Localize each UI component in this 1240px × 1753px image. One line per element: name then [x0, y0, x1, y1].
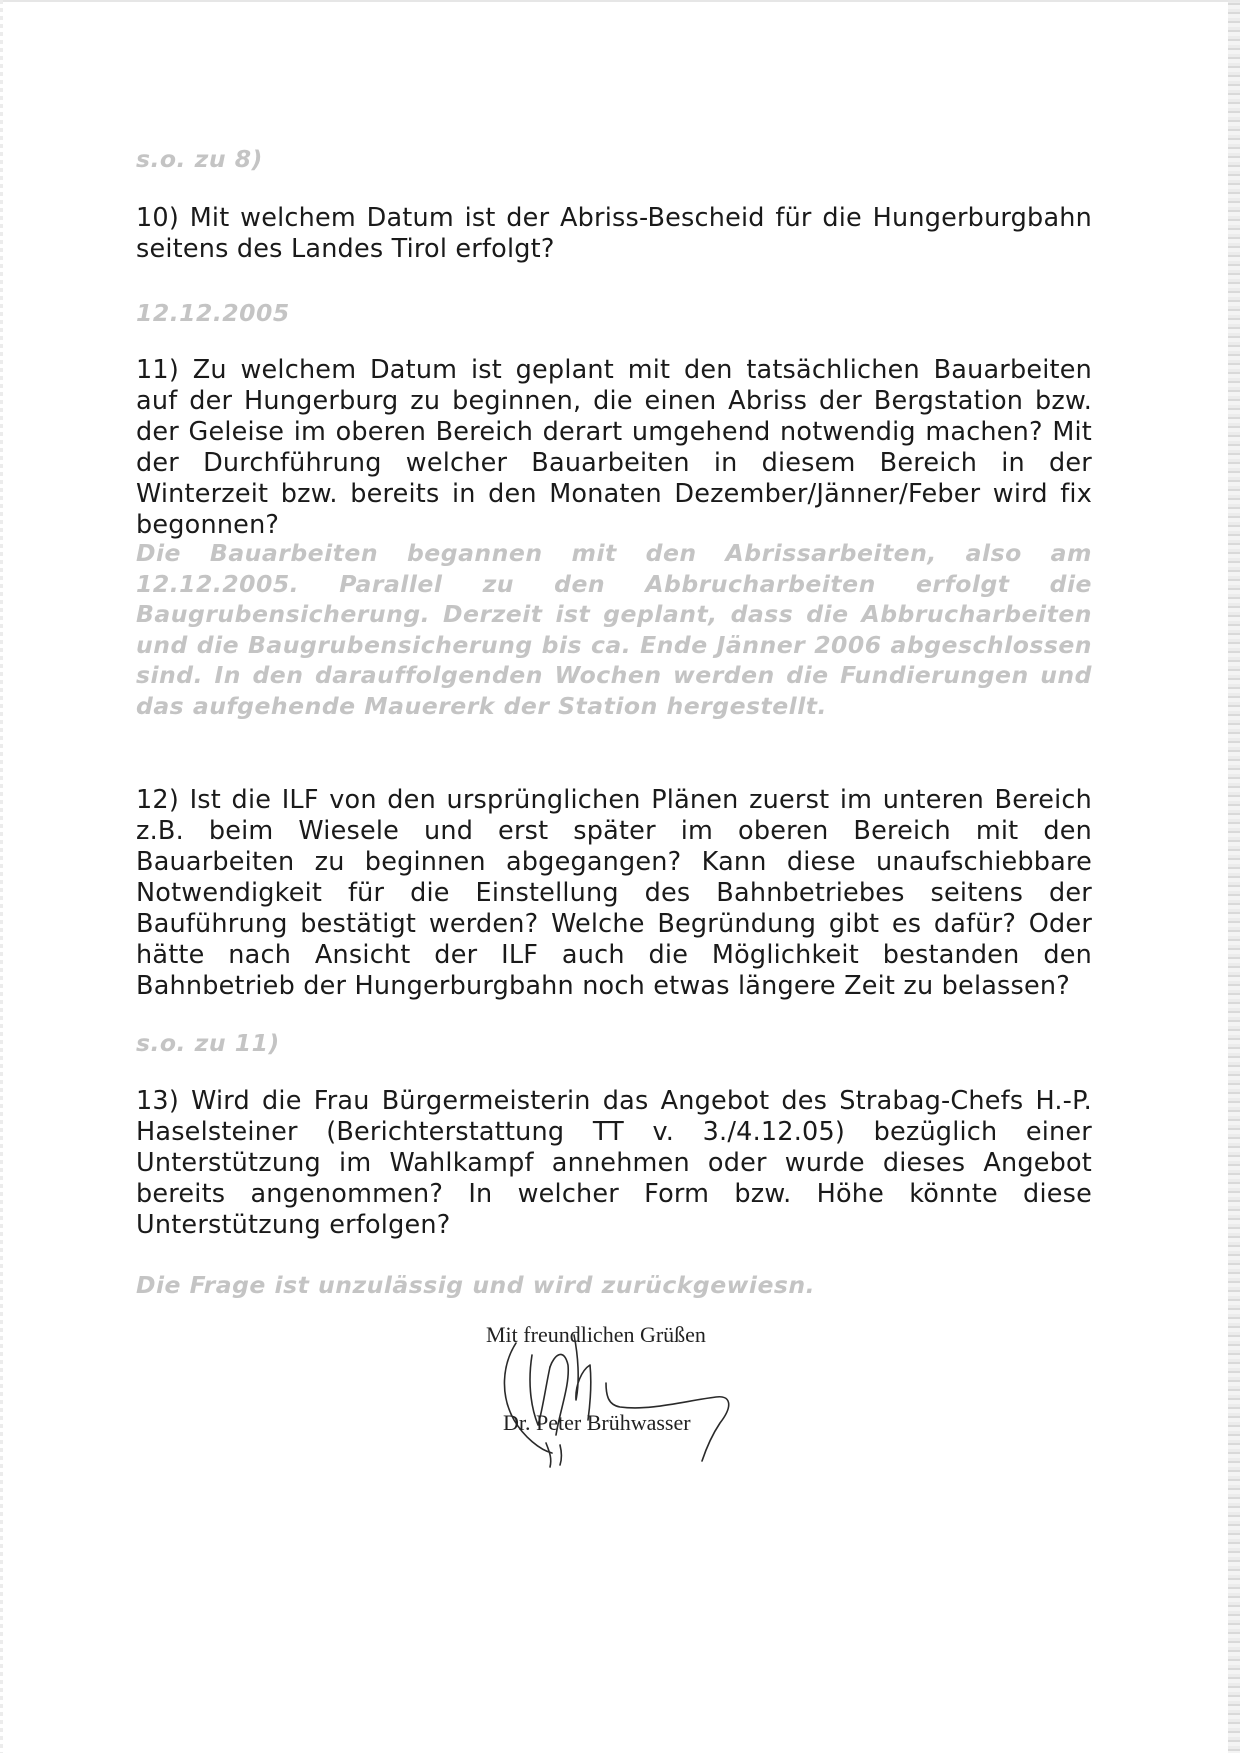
- answer-13: Die Frage ist unzulässig und wird zurückgewiesn.: [136, 1271, 816, 1299]
- signature-stroke-7: [560, 1445, 562, 1465]
- answer-12-reference: s.o. zu 11): [136, 1029, 280, 1057]
- question-11: 11) Zu welchem Datum ist geplant mit den tatsächlichen Bauarbeiten auf der Hungerburg zu beginnen, die einen Abriss der Bergstation bzw. der Geleise im oberen Bereich derart umgehend notwendig machen? Mit der Durchführung welcher Bauarbeiten in diesem Bereich in der Winterzeit bzw. bereits in den Monaten Dezember/Jänner/Feber wird fix begonnen?: [136, 355, 1092, 540]
- signer-name: Dr. Peter Brühwasser: [503, 1410, 691, 1435]
- question-10: 10) Mit welchem Datum ist der Abriss-Bescheid für die Hungerburgbahn seitens des Landes Tirol erfolgt?: [136, 203, 1092, 264]
- question-13: 13) Wird die Frau Bürgermeisterin das Angebot des Strabag-Chefs H.-P. Haselsteiner (Berichterstattung TT v. 3./4.12.05) bezüglich einer Unterstützung im Wahlkampf annehmen oder wurde dieses Angebot bereits angenommen? In welcher Form bzw. Höhe könnte diese Unterstützung erfolgen?: [136, 1086, 1092, 1240]
- signature-stroke-4: [574, 1335, 591, 1420]
- scan-edge-left: [0, 0, 3, 1753]
- answer-10: 12.12.2005: [136, 299, 290, 327]
- signature: [480, 1325, 780, 1475]
- scan-edge-top: [0, 0, 1240, 2]
- answer-8-reference: s.o. zu 8): [136, 145, 263, 173]
- scan-edge-right: [1228, 0, 1240, 1753]
- signature-stroke-1: [504, 1343, 552, 1453]
- signature-stroke-6: [546, 1443, 551, 1467]
- closing-greeting: Mit freundlichen Grüßen: [486, 1322, 706, 1347]
- question-12: 12) Ist die ILF von den ursprünglichen Plänen zuerst im unteren Bereich z.B. beim Wiesele und erst später im oberen Bereich mit den Bauarbeiten zu beginnen abgegangen? Kann diese unaufschiebbare Notwendigkeit für die Einstellung des Bahnbetriebes seitens der Bauführung bestätigt werden? Welche Begründung gibt es dafür? Oder hätte nach Ansicht der ILF auch die Möglichkeit bestanden den Bahnbetrieb der Hungerburgbahn noch etwas längere Zeit zu belassen?: [136, 785, 1092, 1001]
- answer-11: Die Bauarbeiten begannen mit den Abrissarbeiten, also am 12.12.2005. Parallel zu den Abbrucharbeiten erfolgt die Baugrubensicherung. Derzeit ist geplant, dass die Abbrucharbeiten und die Baugrubensicherung bis ca. Ende Jänner 2006 abgeschlossen sind. In den darauffolgenden Wochen werden die Fundierungen und das aufgehende Mauererk der Station hergestellt.: [136, 539, 1092, 720]
